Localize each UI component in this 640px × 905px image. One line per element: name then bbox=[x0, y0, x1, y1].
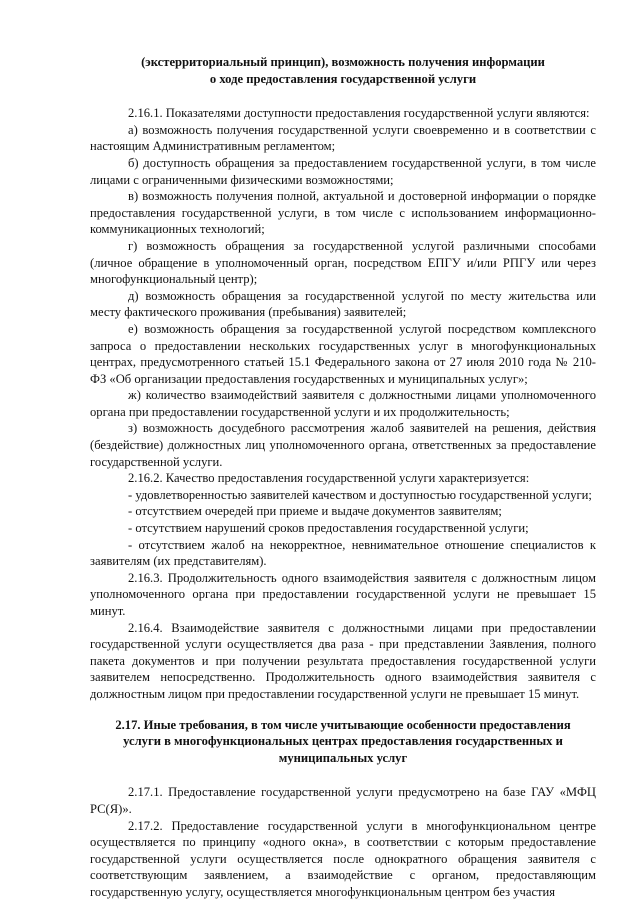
paragraph-dash-satisfaction: - удовлетворенностью заявителей качеством и доступностью государственной услуги; bbox=[128, 487, 592, 502]
paragraph-2-16-1: 2.16.1. Показателями доступности предоставления государственной услуги являются: bbox=[128, 106, 590, 121]
paragraph-dash-no-complaints: - отсутствием жалоб на некорректное, невнимательное отношение специалистов к заявителям (их представителям). bbox=[90, 537, 596, 569]
section-heading-line-2: услуги в многофункциональных центрах предоставления государственных и bbox=[123, 734, 563, 749]
heading-top-line-1: (экстерриториальный принцип), возможность получения информации bbox=[141, 55, 545, 69]
paragraph-item-d: д) возможность обращения за государственной услугой по месту жительства или месту фактического проживания (пребывания) заявителей; bbox=[90, 288, 596, 320]
paragraph-2-16-4: 2.16.4. Взаимодействие заявителя с должностными лицами при предоставлении государственной услуги осуществляется два раза - при представлении Заявления, полного пакета документов и при получении результата предоставления государственной услуги заявителем непосредственно. Продолжительность одного взаимодействия заявителя с должностным лицом при предоставлении государственной услуги не превышает 15 минут. bbox=[90, 620, 596, 701]
paragraph-item-e: е) возможность обращения за государственной услугой посредством комплексного запроса о предоставлении нескольких государственных услуг в многофункциональных центрах, предусмотренного статьей 15.1 Федерального закона от 27 июля 2010 года № 210-ФЗ «Об организации предоставления государственных и муниципальных услуг»; bbox=[90, 321, 596, 386]
paragraph-dash-no-delays: - отсутствием нарушений сроков предоставления государственной услуги; bbox=[128, 521, 529, 536]
paragraph-item-b: б) доступность обращения за предоставлением государственной услуги, в том числе лицами с ограниченными физическими возможностями; bbox=[90, 155, 596, 187]
paragraph-item-zh: ж) количество взаимодействий заявителя с должностными лицами уполномоченного органа при предоставлении государственной услуги и их продолжительность; bbox=[90, 388, 596, 419]
paragraph-item-v: в) возможность получения полной, актуальной и достоверной информации о порядке предоставления государственной услуги, в том числе с использованием информационно-коммуникационных технологий; bbox=[90, 189, 596, 237]
paragraph-item-z: з) возможность досудебного рассмотрения жалоб заявителей на решения, действия (бездействие) должностных лиц уполномоченного органа, ответственных за предоставление государственной услуги. bbox=[90, 421, 596, 469]
section-heading-2-17 bbox=[90, 717, 596, 767]
paragraph-item-a: а) возможность получения государственной услуги своевременно и в соответствии с настоящим Административным регламентом; bbox=[90, 122, 596, 154]
paragraph-2-16-3: 2.16.3. Продолжительность одного взаимодействия заявителя с должностным лицом уполномоченного органа при предоставлении государственной услуги не превышает 15 минут. bbox=[90, 570, 596, 618]
paragraph-dash-no-queues: - отсутствием очередей при приеме и выдаче документов заявителям; bbox=[128, 504, 502, 519]
document-page bbox=[90, 54, 596, 901]
paragraph-2-17-2: 2.17.2. Предоставление государственной услуги в многофункциональном центре осуществляется по принципу «одного окна», в соответствии с которым предоставление государственной услуги осуществляется после однократного обращения заявителя с соответствующим заявлением, а взаимодействие с органом, предоставляющим государственную услугу, осуществляется многофункциональным центром без участия bbox=[90, 818, 596, 899]
paragraph-item-g: г) возможность обращения за государственной услугой различными способами (личное обращение в уполномоченный орган, посредством ЕПГУ и/или РПГУ или через многофункциональный центр); bbox=[90, 238, 596, 287]
paragraph-2-17-1: 2.17.1. Предоставление государственной услуги предусмотрено на базе ГАУ «МФЦ РС(Я)». bbox=[90, 785, 596, 816]
heading-top bbox=[90, 54, 596, 87]
heading-top-line-2: о ходе предоставления государственной услуги bbox=[209, 71, 477, 86]
section-heading-line-3: муниципальных услуг bbox=[278, 750, 408, 765]
section-heading-line-1: 2.17. Иные требования, в том числе учитывающие особенности предоставления bbox=[115, 717, 571, 732]
paragraph-2-16-2: 2.16.2. Качество предоставления государственной услуги характеризуется: bbox=[128, 471, 530, 486]
